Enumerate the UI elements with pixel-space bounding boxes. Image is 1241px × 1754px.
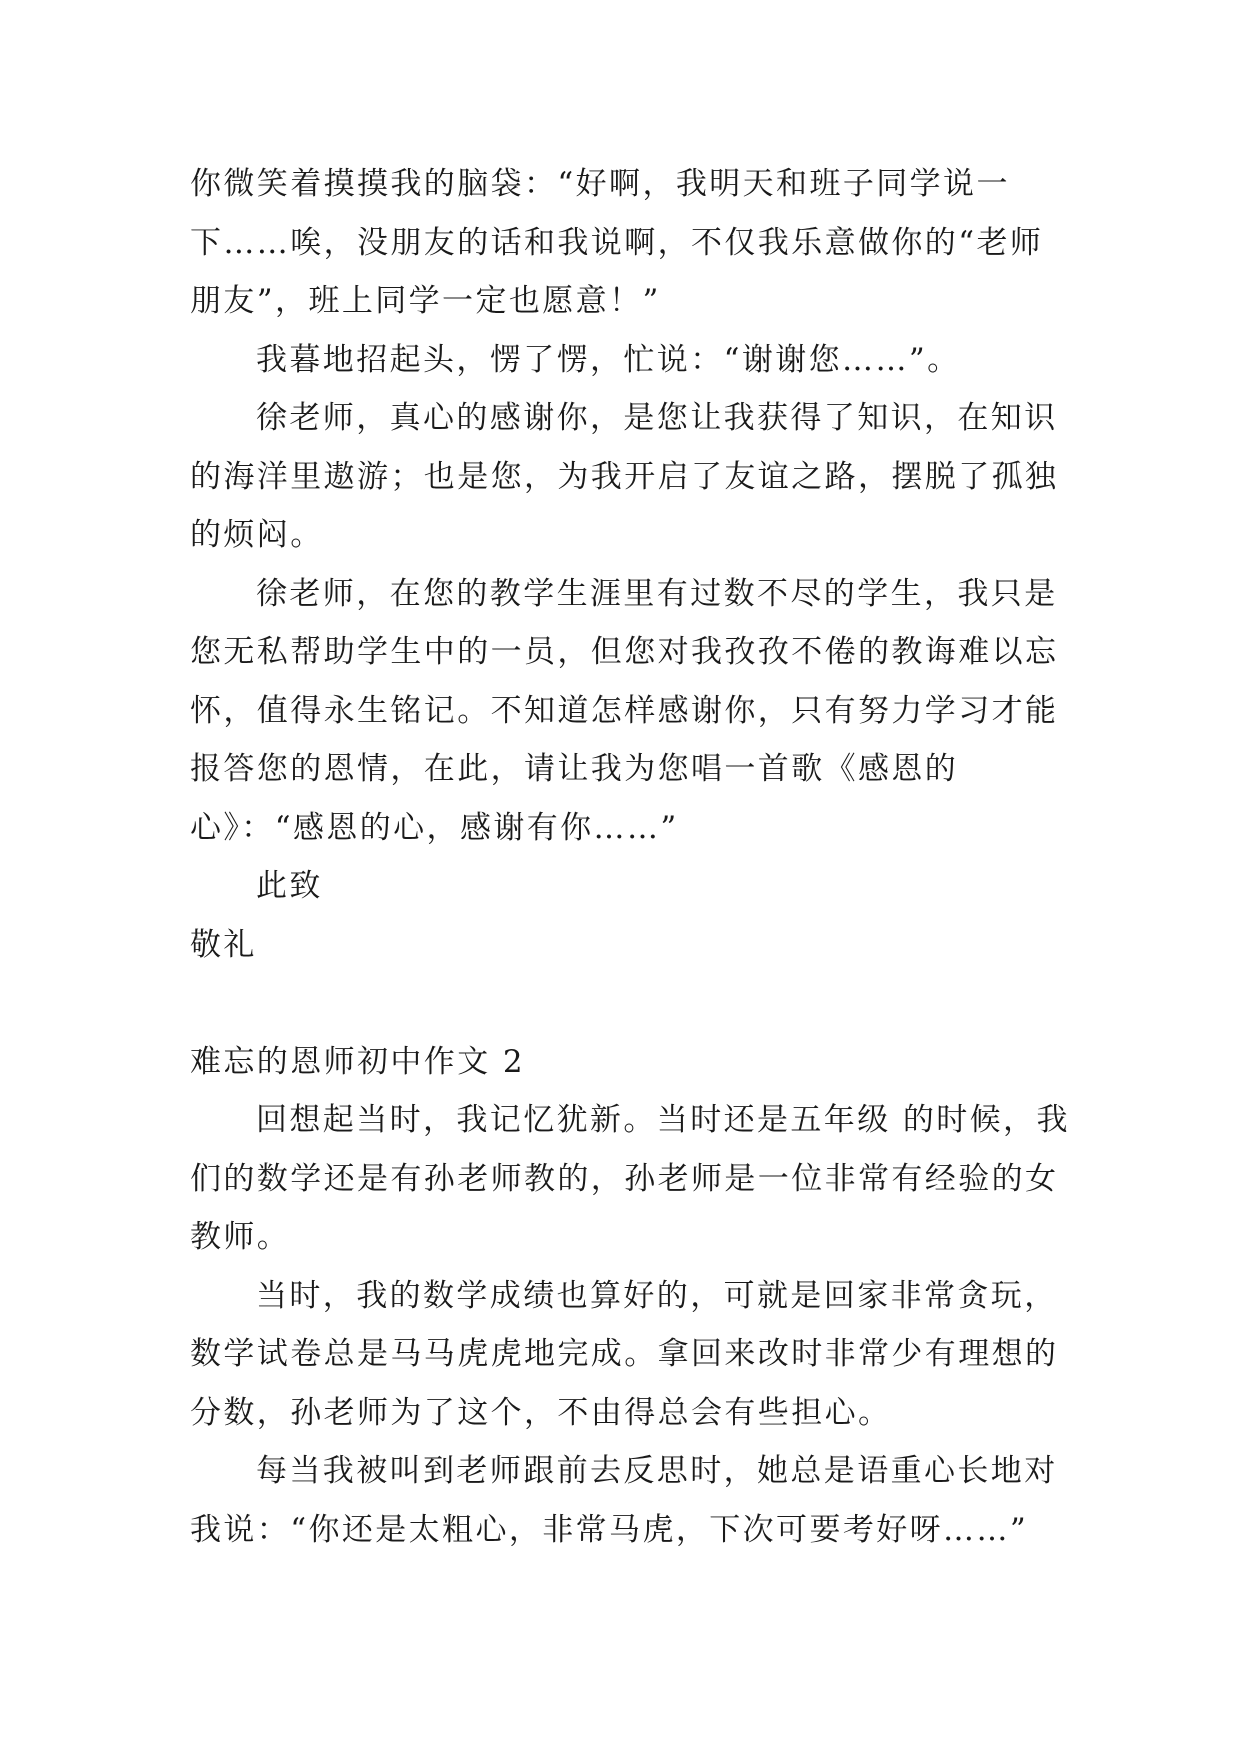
paragraph: 当时，我的数学成绩也算好的，可就是回家非常贪玩，数学试卷总是马马虎虎地完成。拿回来改时非常少有理想的分数，孙老师为了这个，不由得总会有些担心。 (190, 1277, 1059, 1431)
paragraph: 徐老师，在您的教学生涯里有过数不尽的学生，我只是您无私帮助学生中的一员，但您对我孜孜不倦的教诲难以忘怀，值得永生铭记。不知道怎样感谢你，只有努力学习才能报答您的恩情，在此，请让我为您唱一首歌《感恩的心》：“感恩的心，感谢有你……” (190, 575, 1059, 846)
document-body (190, 155, 1070, 1559)
paragraph: 徐老师，真心的感谢你，是您让我获得了知识，在知识的海洋里遨游；也是您，为我开启了友谊之路，摆脱了孤独的烦闷。 (190, 400, 1059, 553)
paragraph: 我暮地招起头，愣了愣，忙说：“谢谢您……”。 (256, 341, 961, 378)
paragraph: 你微笑着摸摸我的脑袋：“好啊，我明天和班子同学说一下……唉，没朋友的话和我说啊，不仅我乐意做你的“老师朋友”，班上同学一定也愿意！” (190, 166, 1044, 319)
paragraph: 每当我被叫到老师跟前去反思时，她总是语重心长地对我说：“你还是太粗心，非常马虎，下次可要考好呀……” (190, 1453, 1058, 1548)
closing-salute: 此致 (256, 868, 323, 904)
section-title: 难忘的恩师初中作文 2 (190, 1043, 525, 1080)
closing-regards: 敬礼 (190, 926, 257, 963)
blank-line (190, 974, 1070, 1033)
paragraph: 回想起当时，我记忆犹新。当时还是五年级 的时候，我们的数学还是有孙老师教的，孙老师是一位非常有经验的女教师。 (190, 1102, 1070, 1255)
